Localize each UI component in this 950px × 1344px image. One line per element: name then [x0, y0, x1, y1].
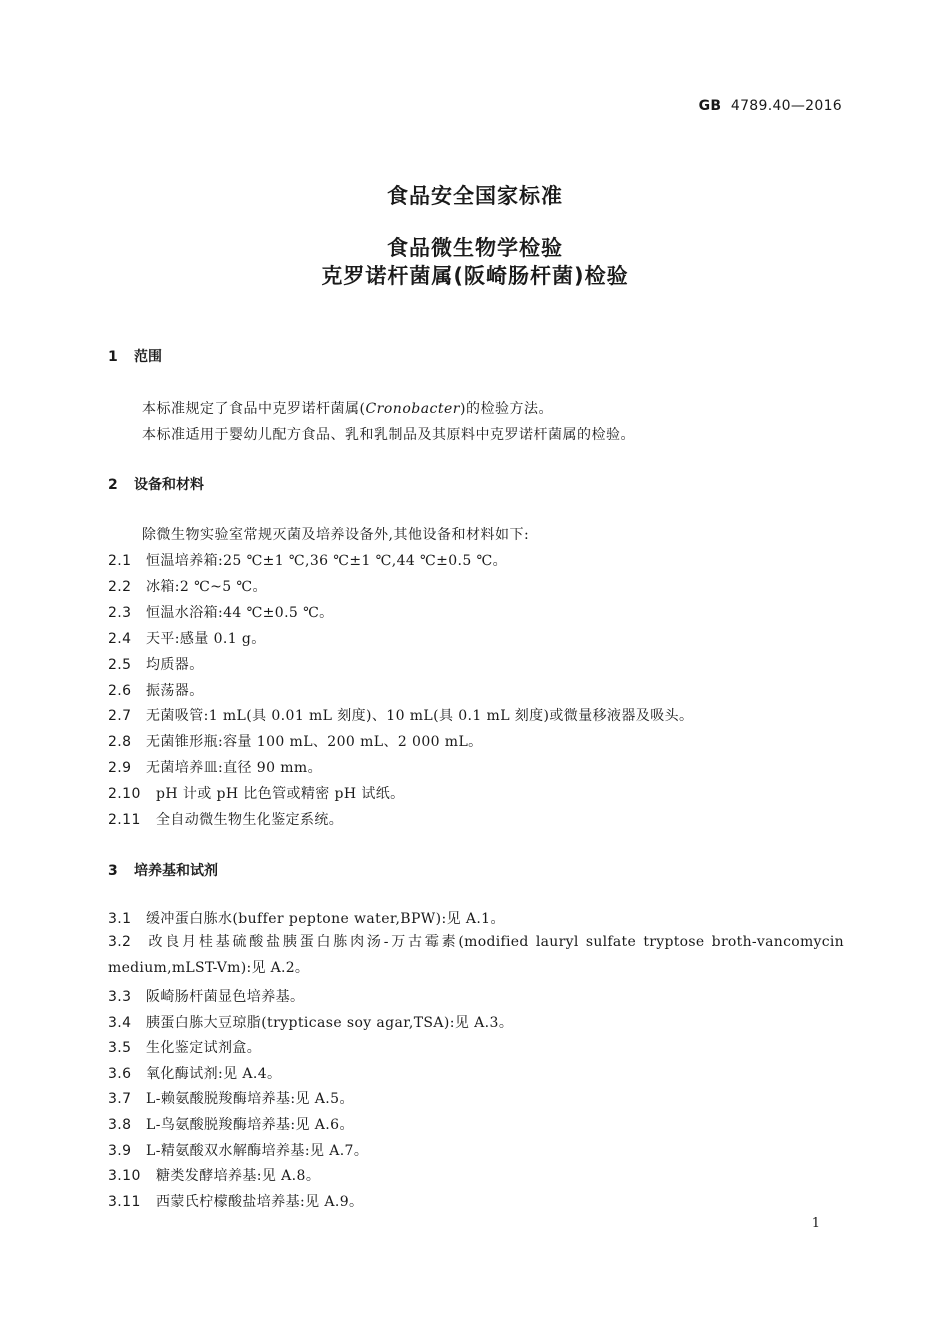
list-item-text: 恒温培养箱:25 ℃±1 ℃,36 ℃±1 ℃,44 ℃±0.5 ℃。	[146, 553, 507, 569]
section-1-paragraph-1: 本标准规定了食品中克罗诺杆菌属(Cronobacter)的检验方法。	[142, 401, 553, 417]
list-item-number: 2.1	[108, 553, 132, 569]
list-item-text: 恒温水浴箱:44 ℃±0.5 ℃。	[146, 604, 334, 621]
list-item	[108, 986, 304, 1006]
list-item-text: 均质器。	[146, 656, 204, 673]
list-item	[108, 783, 405, 803]
list-item	[108, 654, 204, 674]
section-3-title: 培养基和试剂	[134, 863, 218, 879]
list-item-text: 生化鉴定试剂盒。	[146, 1040, 262, 1057]
list-item	[108, 1037, 261, 1057]
title-national-standard: 食品安全国家标准	[387, 184, 563, 208]
list-item-text: L-精氨酸双水解酶培养基:见 A.7。	[146, 1142, 369, 1159]
list-item	[108, 1063, 281, 1083]
list-item-text: 无菌培养皿:直径 90 mm。	[146, 760, 322, 777]
list-item-text: 阪崎肠杆菌显色培养基。	[146, 989, 305, 1005]
list-item-text: 糖类发酵培养基:见 A.8。	[156, 1168, 321, 1185]
list-item-number: 3.8	[108, 1117, 132, 1133]
list-item	[108, 757, 322, 777]
list-item	[108, 680, 204, 700]
list-item-number: 3.9	[108, 1142, 132, 1159]
section-1-title: 范围	[134, 349, 162, 365]
section-2-number: 2	[108, 477, 118, 493]
section-1-number: 1	[108, 349, 118, 365]
list-item	[108, 1140, 368, 1160]
list-item	[108, 628, 266, 648]
list-item-number: 2.2	[108, 578, 132, 595]
list-item-text: L-赖氨酸脱羧酶培养基:见 A.5。	[146, 1091, 354, 1108]
title-sub: 克罗诺杆菌属(阪崎肠杆菌)检验	[321, 264, 629, 288]
list-item-number: 3.7	[108, 1091, 132, 1108]
list-item-text: 冰箱:2 ℃~5 ℃。	[146, 578, 267, 595]
list-item-text: 胰蛋白胨大豆琼脂(trypticase soy agar,TSA):见 A.3。	[146, 1014, 514, 1031]
list-item: 3.1 缓冲蛋白胨水(buffer peptone water,BPW):见 A.1。	[108, 911, 505, 927]
list-item-number: 2.9	[108, 760, 132, 777]
list-item-text: 天平:感量 0.1 g。	[146, 630, 266, 647]
section-2-title: 设备和材料	[134, 477, 204, 493]
list-item-number: 3.3	[108, 989, 132, 1005]
list-item	[108, 809, 343, 829]
list-item-number: 3.4	[108, 1014, 132, 1031]
section-2-intro: 除微生物实验室常规灭菌及培养设备外,其他设备和材料如下:	[142, 527, 530, 543]
list-item-text: pH 计或 pH 比色管或精密 pH 试纸。	[156, 786, 405, 803]
list-item	[108, 602, 334, 622]
list-item	[108, 1114, 354, 1134]
list-item-number: 3.5	[108, 1040, 132, 1057]
list-item	[108, 1165, 320, 1185]
list-item-number: 2.5	[108, 656, 132, 673]
section-1-heading	[108, 346, 162, 366]
standard-code-prefix: GB	[698, 98, 722, 114]
list-item-number: 3.10	[108, 1168, 141, 1185]
list-item-wrapped: 3.2 改良月桂基硫酸盐胰蛋白胨肉汤-万古霉素(modified lauryl sulfate tryptose broth-vancomycin medium,mLST-Vm):见 A.2。	[108, 934, 844, 976]
standard-code-number: 4789.40—2016	[730, 98, 842, 114]
list-item-number: 3.11	[108, 1193, 141, 1210]
standard-code	[699, 98, 842, 114]
list-item-number: 2.7	[108, 708, 132, 725]
list-item	[108, 1012, 513, 1032]
list-item	[108, 1088, 354, 1108]
list-item	[108, 576, 267, 596]
list-item-number: 2.4	[108, 630, 132, 647]
list-item	[108, 550, 507, 570]
list-item-text: 无菌吸管:1 mL(具 0.01 mL 刻度)、10 mL(具 0.1 mL 刻度)或微量移液器及吸头。	[146, 708, 694, 725]
section-2-heading	[108, 474, 204, 494]
list-item-number: 2.6	[108, 682, 132, 699]
section-3-heading	[108, 860, 218, 880]
list-item-text: 无菌锥形瓶:容量 100 mL、200 mL、2 000 mL。	[146, 734, 483, 751]
list-item-text: L-鸟氨酸脱羧酶培养基:见 A.6。	[146, 1117, 354, 1133]
list-item-number: 2.11	[108, 812, 141, 828]
title-main: 食品微生物学检验	[387, 236, 563, 260]
list-item-text: 西蒙氏柠檬酸盐培养基:见 A.9。	[156, 1193, 364, 1210]
list-item-text: 全自动微生物生化鉴定系统。	[156, 812, 344, 828]
section-1-paragraph-2: 本标准适用于婴幼儿配方食品、乳和乳制品及其原料中克罗诺杆菌属的检验。	[142, 427, 635, 443]
list-item	[108, 1191, 363, 1211]
list-item-number: 2.10	[108, 786, 141, 803]
section-3-number: 3	[108, 863, 118, 879]
list-item-text: 氧化酶试剂:见 A.4。	[146, 1065, 282, 1082]
list-item-text: 振荡器。	[146, 682, 204, 699]
list-item-number: 2.3	[108, 604, 132, 621]
list-item	[108, 731, 483, 751]
list-item-number: 3.6	[108, 1065, 132, 1082]
page-number: 1	[811, 1216, 820, 1231]
list-item-number: 2.8	[108, 734, 132, 751]
list-item	[108, 705, 693, 725]
genus-name: Cronobacter	[365, 401, 460, 417]
